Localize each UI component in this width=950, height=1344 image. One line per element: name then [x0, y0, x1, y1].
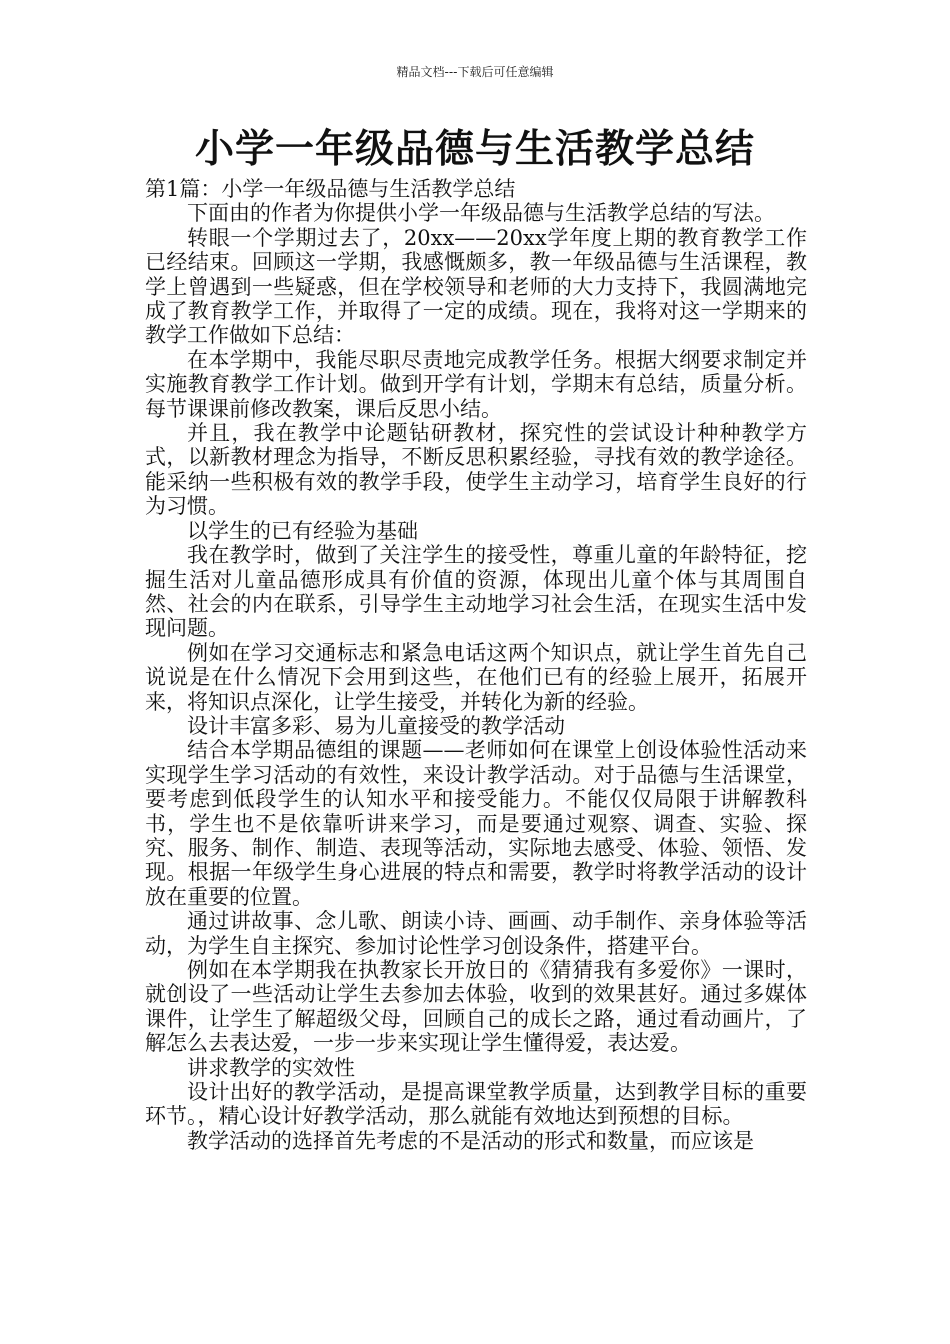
document-body — [145, 177, 807, 1153]
paragraph: 并且，我在教学中论题钻研教材，探究性的尝试设计种种教学方式，以新教材理念为指导，不断反思积累经验，寻找有效的教学途径。能采纳一些积极有效的教学手段，使学生主动学习，培育学生良好的行为习惯。 — [145, 421, 807, 519]
paragraph: 在本学期中，我能尽职尽责地完成教学任务。根据大纲要求制定并实施教育教学工作计划。做到开学有计划，学期末有总结，质量分析。每节课课前修改教案，课后反思小结。 — [145, 347, 807, 421]
subheading: 以学生的已有经验为基础 — [187, 518, 418, 543]
paragraph: 结合本学期品德组的课题——老师如何在课堂上创设体验性活动来实现学生学习活动的有效性，来设计教学活动。对于品德与生活课堂，要考虑到低段学生的认知水平和接受能力。不能仅仅局限于讲解教科书，学生也不是依靠听讲来学习，而是要通过观察、调查、实验、探究、服务、制作、制造、表现等活动，实际地去感受、体验、领悟、发现。根据一年级学生身心进展的特点和需要，教学时将教学活动的设计放在重要的位置。 — [145, 738, 807, 909]
paragraph: 转眼一个学期过去了，20xx——20xx学年度上期的教育教学工作已经结束。回顾这一学期，我感慨颇多，教一年级品德与生活课程，教学上曾遇到一些疑惑，但在学校领导和老师的大力支持下，我圆满地完成了教育教学工作，并取得了一定的成绩。现在，我将对这一学期来的教学工作做如下总结： — [145, 225, 807, 348]
document-title: 小学一年级品德与生活教学总结 — [194, 127, 755, 172]
paragraph: 例如在学习交通标志和紧急电话这两个知识点，就让学生首先自己说说是在什么情况下会用到这些，在他们已有的经验上展开，拓展开来，将知识点深化，让学生接受，并转化为新的经验。 — [145, 640, 807, 714]
paragraph: 设计出好的教学活动，是提高课堂教学质量，达到教学目标的重要环节。，精心设计好教学活动，那么就能有效地达到预想的目标。 — [145, 1080, 807, 1129]
subheading: 设计丰富多彩、易为儿童接受的教学活动 — [187, 713, 565, 738]
paragraph: 下面由的作者为你提供小学一年级品德与生活教学总结的写法。 — [187, 201, 775, 226]
paragraph: 教学活动的选择首先考虑的不是活动的形式和数量，而应该是 — [187, 1128, 754, 1153]
paragraph: 我在教学时，做到了关注学生的接受性，尊重儿童的年龄特征，挖掘生活对儿童品德形成具有价值的资源，体现出儿童个体与其周围自然、社会的内在联系，引导学生主动地学习社会生活，在现实生活中发现问题。 — [145, 543, 807, 641]
paragraph: 例如在本学期我在执教家长开放日的《猜猜我有多爱你》一课时，就创设了一些活动让学生去参加去体验，收到的效果甚好。通过多媒体课件，让学生了解超级父母，回顾自己的成长之路，通过看动画片，了解怎么去表达爱，一步一步来实现让学生懂得爱，表达爱。 — [145, 958, 807, 1056]
section-heading: 第1篇：小学一年级品德与生活教学总结 — [145, 177, 516, 201]
subheading: 讲求教学的实效性 — [187, 1055, 355, 1080]
paragraph: 通过讲故事、念儿歌、朗读小诗、画画、动手制作、亲身体验等活动，为学生自主探究、参加讨论性学习创设条件，搭建平台。 — [145, 909, 807, 958]
page-header: 精品文档---下载后可任意编辑 — [396, 65, 554, 79]
